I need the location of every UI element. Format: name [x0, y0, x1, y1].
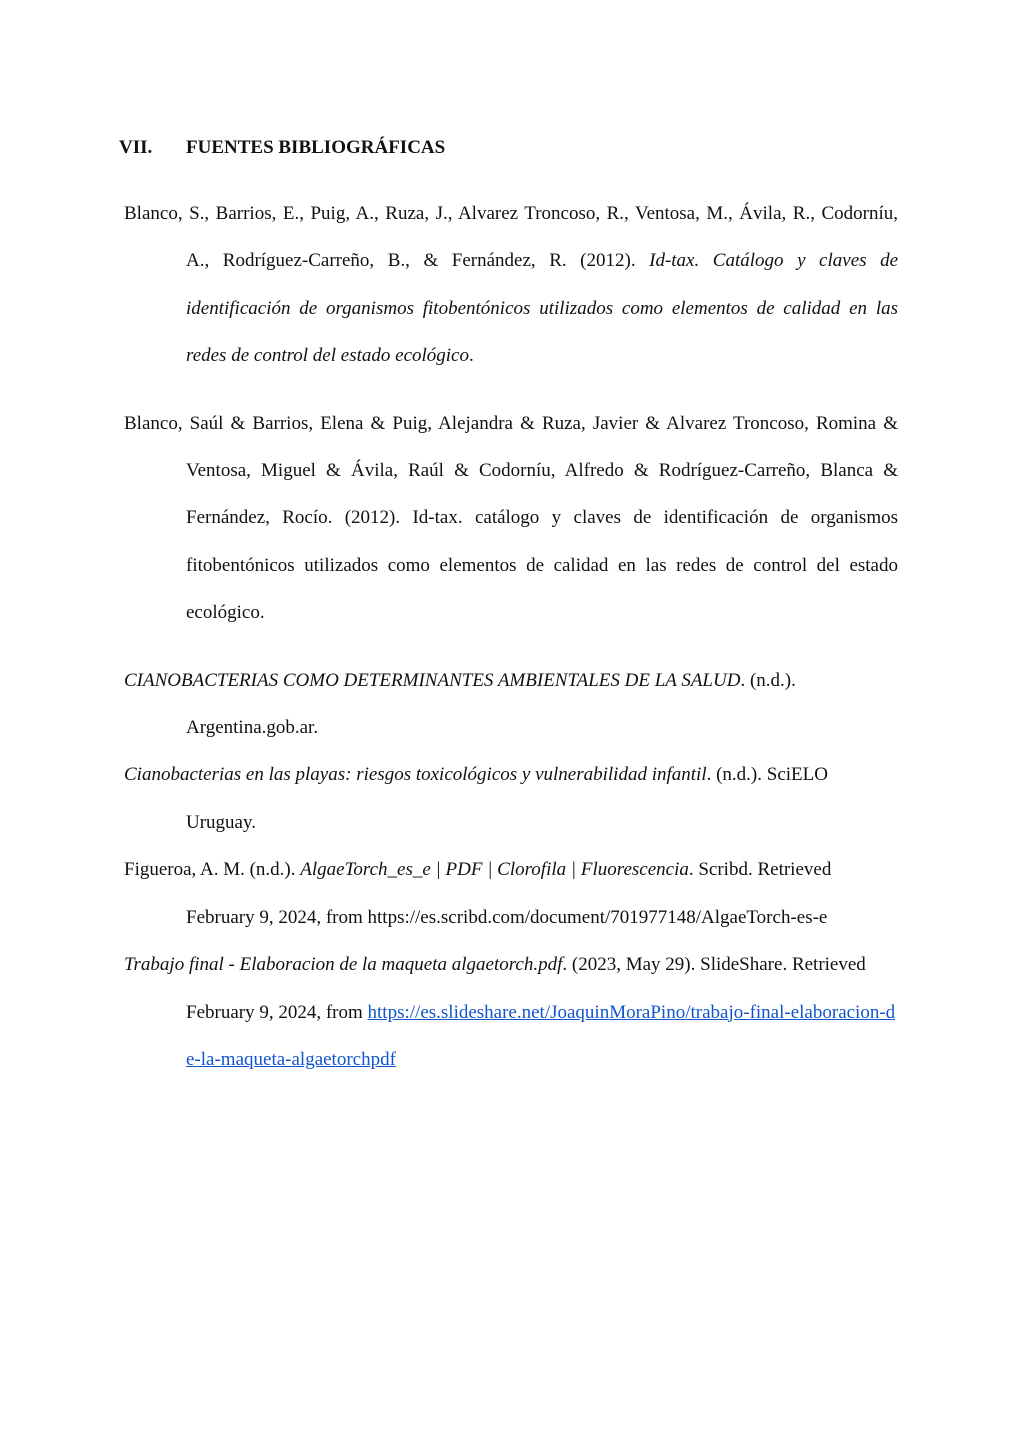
reference-item	[124, 190, 898, 380]
reference-details: . (n.d.). Argentina.gob.ar.	[186, 669, 796, 739]
reference-item	[124, 941, 898, 1083]
reference-title: AlgaeTorch_es_e | PDF | Clorofila | Fluorescencia	[300, 859, 689, 881]
reference-text: Blanco, Saúl & Barrios, Elena & Puig, Alejandra & Ruza, Javier & Alvarez Troncoso, Romina & Ventosa, Miguel & Ávila, Raúl & Codorníu, Alfredo & Rodríguez-Carreño, Blanca & Fernández, Rocío. (2012). Id-tax. catálogo y claves de identificación de organismos fitobentónicos utilizados como elementos de calidad en las redes de control del estado ecológico.	[124, 412, 898, 624]
reference-item	[124, 400, 898, 637]
reference-details: . (2023, May 29). SlideShare. Retrieved February 9, 2024, from	[186, 954, 866, 1023]
reference-details: . Scribd. Retrieved February 9, 2024, from https://es.scribd.com/document/701977148/AlgaeTorch-es-e	[186, 859, 832, 928]
reference-link[interactable]: https://es.slideshare.net/JoaquinMoraPino/trabajo-final-elaboracion-de-la-maqueta-algaetorchpdf	[186, 1001, 896, 1070]
reference-title: Id-tax. Catálogo y claves de identificación de organismos fitobentónicos utilizados como elementos de calidad en las redes de control del estado ecológico	[186, 250, 898, 367]
reference-title: Cianobacterias en las playas: riesgos toxicológicos y vulnerabilidad infantil	[124, 764, 707, 786]
reference-authors: Blanco, S., Barrios, E., Puig, A., Ruza, J., Alvarez Troncoso, R., Ventosa, M., Ávila, R., Codorníu, A., Rodríguez-Carreño, B., & Fernández, R. (2012).	[124, 203, 898, 272]
reference-authors: Figueroa, A. M. (n.d.).	[124, 859, 301, 881]
reference-item	[124, 846, 898, 941]
reference-details: .	[469, 345, 474, 367]
reference-title: CIANOBACTERIAS COMO DETERMINANTES AMBIENTALES DE LA SALUD	[124, 669, 741, 691]
section-heading	[119, 134, 445, 162]
section-number: VII.	[119, 137, 153, 158]
reference-details: . (n.d.). SciELO Uruguay.	[186, 764, 828, 833]
section-title: FUENTES BIBLIOGRÁFICAS	[186, 137, 446, 158]
reference-list	[124, 190, 898, 1083]
reference-item	[124, 751, 898, 846]
reference-title: Trabajo final - Elaboracion de la maqueta algaetorch.pdf	[124, 954, 563, 976]
reference-item	[124, 657, 898, 752]
